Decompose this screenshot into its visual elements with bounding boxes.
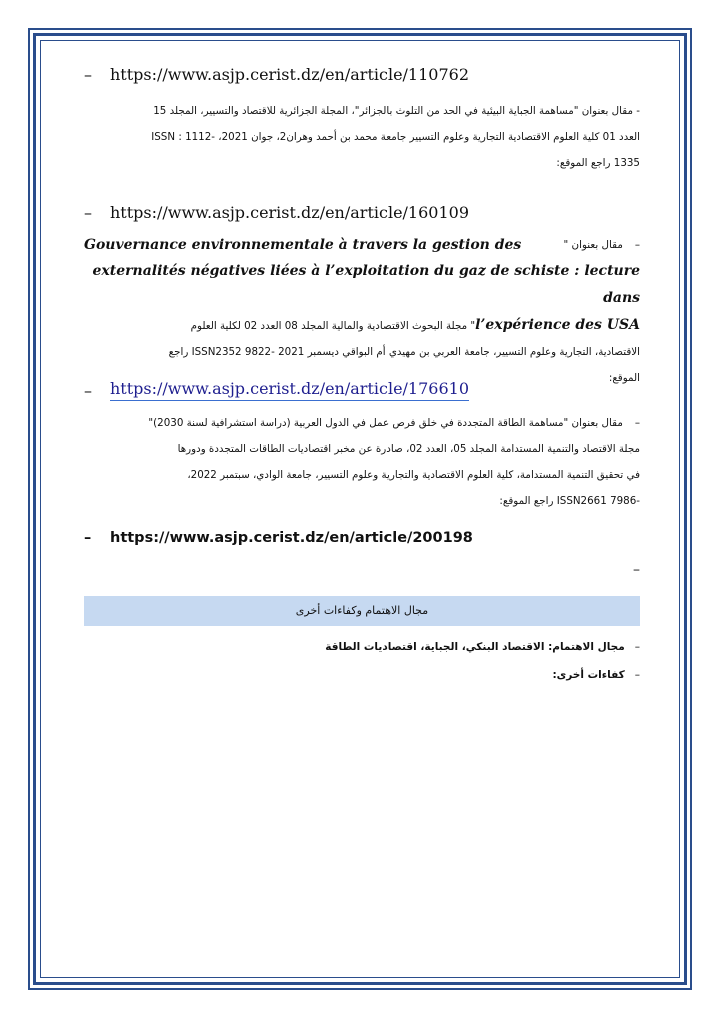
reference-url-4 bbox=[84, 526, 640, 550]
article-2-line-1: –مقال بعنوان " Gouvernance environnementale à travers la gestion des bbox=[84, 232, 640, 258]
list-dash: – bbox=[84, 530, 92, 546]
article-3-line-4: -7986 ISSN2661 راجع الموقع: bbox=[499, 495, 640, 507]
article-3-line-3: في تحقيق التنمية المستدامة، كلية العلوم الاقتصادية والتجارية وعلوم التسيير، جامعة الوادي، سبتمبر 2022، bbox=[187, 469, 640, 481]
article-3 bbox=[84, 410, 640, 514]
article-2-french-title-3: l’expérience des USA bbox=[475, 317, 640, 333]
url-link[interactable]: https://www.asjp.cerist.dz/en/article/176610 bbox=[110, 379, 469, 401]
other-skills-item: –كفاءات أخرى: bbox=[552, 669, 640, 681]
interest-item: –مجال الاهتمام: الاقتصاد البنكي، الجباية، اقتصاديات الطاقة bbox=[325, 641, 640, 653]
list-dash: – bbox=[84, 202, 92, 222]
url-text: https://www.asjp.cerist.dz/en/article/200198 bbox=[110, 530, 473, 546]
article-2-line-3: l’expérience des USA" مجلة البحوث الاقتصادية والمالية المجلد 08 العدد 02 لكلية العلوم bbox=[190, 317, 640, 333]
section-header: مجال الاهتمام وكفاءات أخرى bbox=[84, 596, 640, 626]
list-dash: – bbox=[84, 380, 92, 400]
article-1-line-1: - مقال بعنوان "مساهمة الجباية البيئية في الحد من التلوث بالجزائر"، المجلة الجزائرية للاقتصاد والتسيير، المجلد 15 bbox=[153, 105, 640, 117]
empty-list-dash: – bbox=[633, 562, 640, 578]
article-2 bbox=[84, 232, 640, 391]
article-1-line-3: 1335 راجع الموقع: bbox=[556, 157, 640, 169]
article-2-french-title-2: externalités négatives liées à l’exploitation du gaz de schiste : lecture dans bbox=[92, 263, 640, 306]
article-2-line-4: الاقتصادية، التجارية وعلوم التسيير، جامعة العربي بن مهيدي أم البواقي ديسمبر 2021 -9822 ISSN2352 راجع bbox=[168, 346, 640, 358]
list-dash: – bbox=[84, 64, 92, 84]
url-text: https://www.asjp.cerist.dz/en/article/110762 bbox=[110, 64, 469, 84]
article-1-line-2: العدد 01 كلية العلوم الاقتصادية التجارية وعلوم التسيير جامعة محمد بن أحمد وهران2، جوان 2021، -1112 : ISSN bbox=[151, 131, 640, 143]
url-text: https://www.asjp.cerist.dz/en/article/160109 bbox=[110, 202, 469, 222]
article-2-line-2 bbox=[84, 258, 640, 312]
article-3-line-2: مجلة الاقتصاد والتنمية المستدامة المجلد 05، العدد 02، صادرة عن مخبر اقتصاديات الطاقات المتجددة ودورها bbox=[177, 443, 640, 455]
article-3-line-1: –مقال بعنوان "مساهمة الطاقة المتجددة في خلق فرص عمل في الدول العربية (دراسة استشرافية لسنة 2030)" bbox=[148, 417, 640, 429]
article-1 bbox=[84, 98, 640, 176]
article-2-line-5: الموقع: bbox=[608, 372, 640, 384]
article-2-french-title-1: Gouvernance environnementale à travers la gestion des bbox=[84, 237, 522, 253]
reference-url-2 bbox=[84, 200, 640, 224]
reference-url-3[interactable] bbox=[84, 378, 640, 402]
reference-url-1 bbox=[84, 62, 640, 86]
